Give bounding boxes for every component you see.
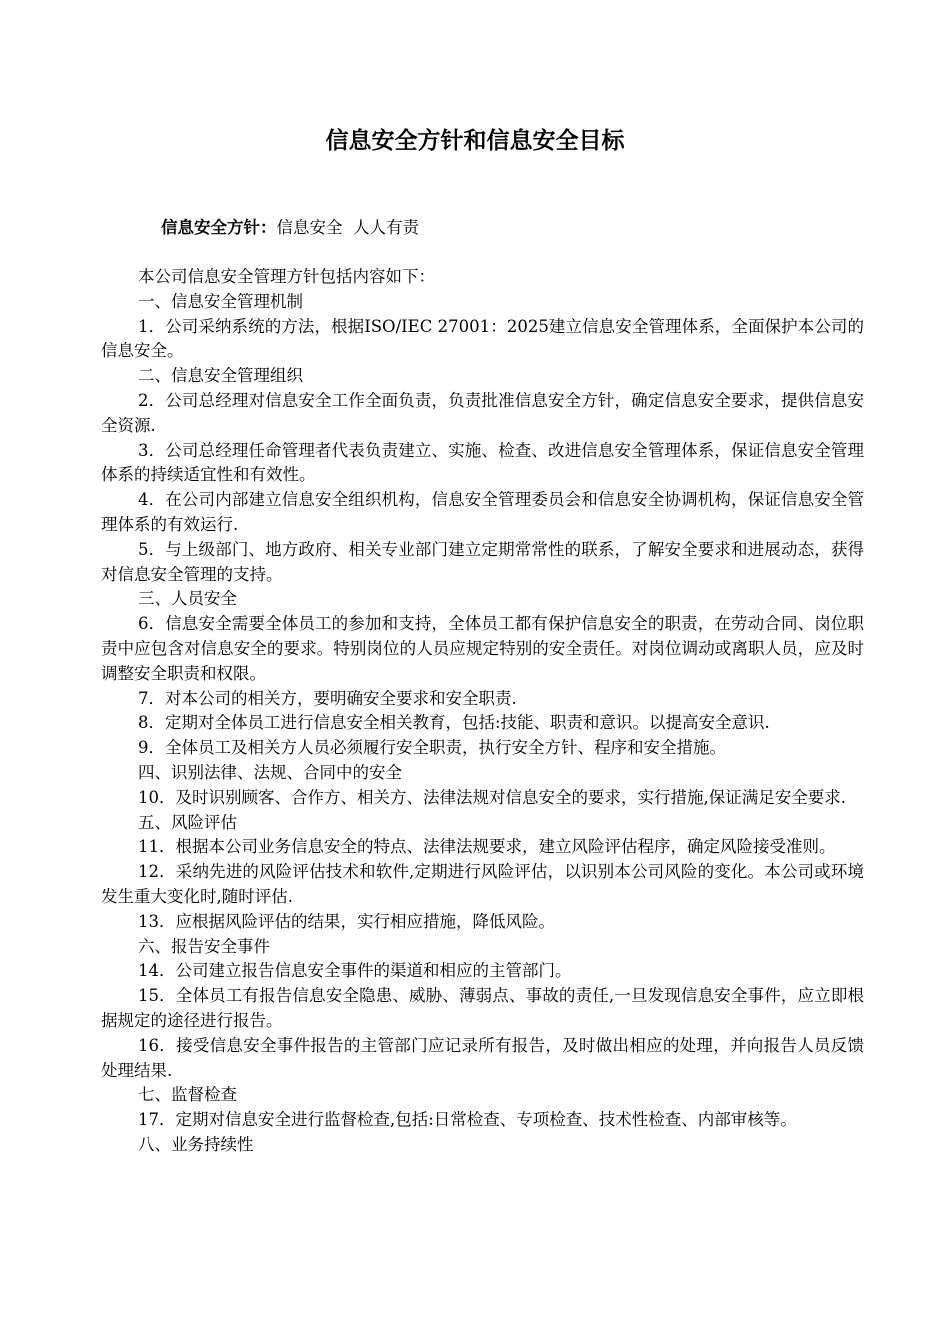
paragraph: 10．及时识别顾客、合作方、相关方、法律法规对信息安全的要求，实行措施,保证满足安全要求.: [138, 787, 846, 807]
paragraph: 2．公司总经理对信息安全工作全面负责，负责批准信息安全方针，确定信息安全要求，提供信息安全资源.: [101, 390, 864, 435]
paragraph: 11．根据本公司业务信息安全的特点、法律法规要求，建立风险评估程序，确定风险接受准则。: [138, 837, 836, 857]
paragraph: 14．公司建立报告信息安全事件的渠道和相应的主管部门。: [138, 961, 572, 981]
paragraph: 12．采纳先进的风险评估技术和软件,定期进行风险评估，以识别本公司风险的变化。本公司或环境发生重大变化时,随时评估.: [101, 862, 864, 906]
paragraph: 15．全体员工有报告信息安全隐患、威胁、薄弱点、事故的责任,一旦发现信息安全事件，应立即根据规定的途径进行报告。: [101, 986, 864, 1030]
section-heading: 四、识别法律、法规、合同中的安全: [138, 762, 402, 782]
paragraph: 5．与上级部门、地方政府、相关专业部门建立定期常常性的联系，了解安全要求和进展动态，获得对信息安全管理的支持。: [101, 539, 864, 584]
policy-label: 信息安全方针：: [161, 218, 277, 237]
paragraph: 4．在公司内部建立信息安全组织机构，信息安全管理委员会和信息安全协调机构，保证信息安全管理体系的有效运行.: [101, 490, 864, 534]
paragraph: 6．信息安全需要全体员工的参加和支持，全体员工都有保护信息安全的职责，在劳动合同、岗位职责中应包含对信息安全的要求。特别岗位的人员应规定特别的安全责任。对岗位调动或离职人员，应及时调整安全职责和权限。: [101, 614, 864, 683]
paragraph: 16．接受信息安全事件报告的主管部门应记录所有报告，及时做出相应的处理，并向报告人员反馈处理结果.: [101, 1035, 864, 1080]
paragraph: 3．公司总经理任命管理者代表负责建立、实施、检查、改进信息安全管理体系，保证信息安全管理体系的持续适宜性和有效性。: [101, 440, 864, 485]
paragraph: 7．对本公司的相关方，要明确安全要求和安全职责.: [138, 688, 517, 708]
policy-body: [101, 265, 864, 1158]
section-heading: 三、人员安全: [138, 589, 237, 609]
section-heading: 五、风险评估: [138, 812, 237, 832]
document-title: 信息安全方针和信息安全目标: [325, 128, 625, 154]
section-heading: 八、业务持续性: [138, 1134, 254, 1154]
section-heading: 六、报告安全事件: [138, 936, 270, 956]
paragraph: 13．应根据风险评估的结果，实行相应措施，降低风险。: [138, 911, 555, 931]
policy-value: 信息安全 人人有责: [276, 218, 419, 237]
paragraph: 17．定期对信息安全进行监督检查,包括:日常检查、专项检查、技术性检查、内部审核等。: [138, 1110, 797, 1130]
section-heading: 七、监督检查: [138, 1085, 237, 1105]
paragraph: 1．公司采纳系统的方法，根据ISO/IEC 27001：2025建立信息安全管理体系，全面保护本公司的信息安全。: [101, 316, 864, 361]
policy-statement: [161, 215, 419, 241]
paragraph: 8．定期对全体员工进行信息安全相关教育，包括:技能、职责和意识。以提高安全意识.: [138, 713, 770, 733]
paragraph: 9．全体员工及相关方人员必须履行安全职责，执行安全方针、程序和安全措施。: [138, 738, 726, 758]
paragraph: 本公司信息安全管理方针包括内容如下：: [138, 267, 435, 286]
section-heading: 一、信息安全管理机制: [138, 291, 303, 311]
section-heading: 二、信息安全管理组织: [138, 366, 303, 386]
